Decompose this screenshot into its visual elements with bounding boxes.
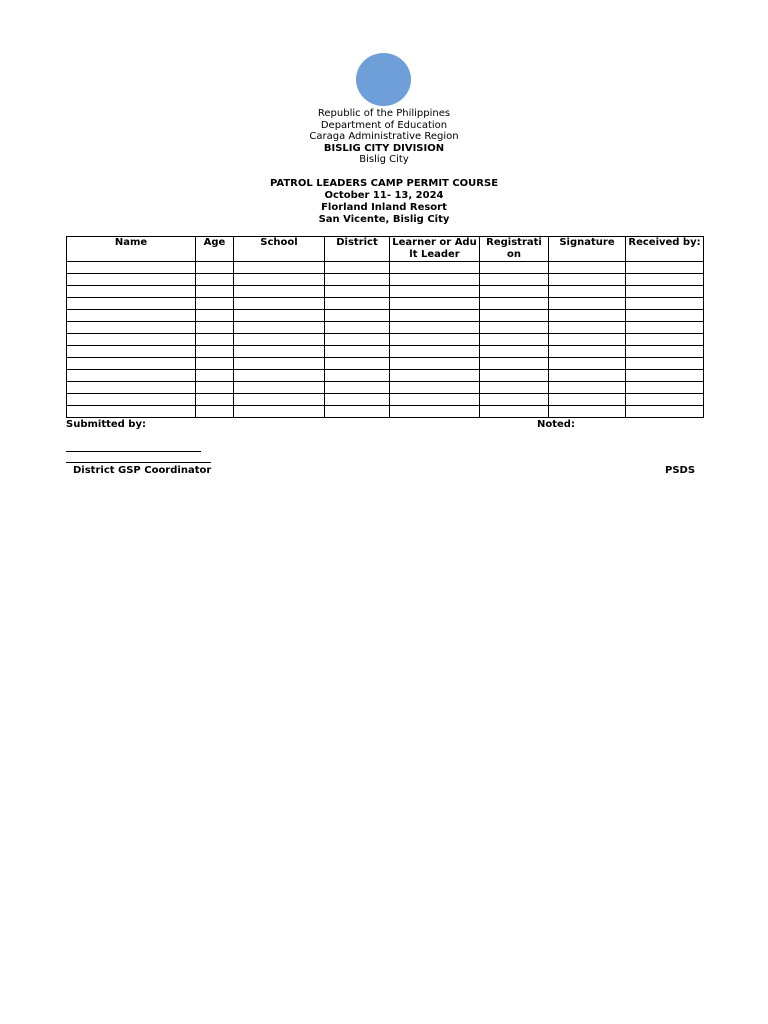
table-cell[interactable] bbox=[549, 322, 626, 334]
column-header: Learner or Adult Leader bbox=[390, 237, 480, 262]
table-cell[interactable] bbox=[626, 346, 704, 358]
column-header: Signature bbox=[549, 237, 626, 262]
table-cell[interactable] bbox=[234, 274, 325, 286]
letterhead bbox=[0, 108, 768, 166]
column-header: District bbox=[325, 237, 390, 262]
table-cell[interactable] bbox=[196, 346, 234, 358]
table-cell[interactable] bbox=[234, 370, 325, 382]
table-cell[interactable] bbox=[626, 334, 704, 346]
table-cell[interactable] bbox=[480, 346, 549, 358]
table-cell[interactable] bbox=[480, 370, 549, 382]
table-row bbox=[67, 298, 704, 310]
table-cell[interactable] bbox=[325, 298, 390, 310]
signature-line bbox=[66, 462, 211, 463]
noted-label: Noted: bbox=[537, 419, 575, 430]
table-cell[interactable] bbox=[549, 274, 626, 286]
table-cell[interactable] bbox=[67, 274, 196, 286]
table-cell[interactable] bbox=[390, 322, 480, 334]
table-cell[interactable] bbox=[626, 322, 704, 334]
table-cell[interactable] bbox=[549, 370, 626, 382]
header-city: Bislig City bbox=[359, 154, 409, 165]
table-cell[interactable] bbox=[390, 346, 480, 358]
table-cell[interactable] bbox=[626, 394, 704, 406]
table-cell[interactable] bbox=[480, 286, 549, 298]
table-cell[interactable] bbox=[549, 286, 626, 298]
table-cell[interactable] bbox=[390, 334, 480, 346]
table-cell[interactable] bbox=[234, 358, 325, 370]
table-header-row bbox=[67, 237, 704, 262]
column-header: Age bbox=[196, 237, 234, 262]
table-cell[interactable] bbox=[549, 358, 626, 370]
table-row bbox=[67, 382, 704, 394]
table-cell[interactable] bbox=[234, 298, 325, 310]
psds-label: PSDS bbox=[665, 465, 696, 476]
table-cell[interactable] bbox=[390, 406, 480, 418]
table-row bbox=[67, 274, 704, 286]
table-cell[interactable] bbox=[480, 310, 549, 322]
table-cell[interactable] bbox=[67, 322, 196, 334]
table-cell[interactable] bbox=[480, 298, 549, 310]
table-cell[interactable] bbox=[626, 406, 704, 418]
table-cell[interactable] bbox=[67, 298, 196, 310]
table-cell[interactable] bbox=[480, 394, 549, 406]
table-cell[interactable] bbox=[480, 334, 549, 346]
table-cell[interactable] bbox=[549, 262, 626, 274]
table-cell[interactable] bbox=[390, 262, 480, 274]
table-row bbox=[67, 310, 704, 322]
table-cell[interactable] bbox=[67, 370, 196, 382]
table-cell[interactable] bbox=[325, 394, 390, 406]
table-cell[interactable] bbox=[626, 370, 704, 382]
table-cell[interactable] bbox=[325, 382, 390, 394]
column-header: School bbox=[234, 237, 325, 262]
table-cell[interactable] bbox=[196, 394, 234, 406]
table-row bbox=[67, 358, 704, 370]
table-cell[interactable] bbox=[67, 394, 196, 406]
table-cell[interactable] bbox=[234, 334, 325, 346]
table-cell[interactable] bbox=[626, 382, 704, 394]
table-cell[interactable] bbox=[390, 310, 480, 322]
table-cell[interactable] bbox=[626, 262, 704, 274]
table-cell[interactable] bbox=[626, 286, 704, 298]
table-cell[interactable] bbox=[549, 334, 626, 346]
table-cell[interactable] bbox=[480, 274, 549, 286]
column-header: Received by: bbox=[626, 237, 704, 262]
table-row bbox=[67, 334, 704, 346]
table-cell[interactable] bbox=[196, 370, 234, 382]
table-cell[interactable] bbox=[325, 358, 390, 370]
table-cell[interactable] bbox=[325, 370, 390, 382]
table-row bbox=[67, 346, 704, 358]
table-cell[interactable] bbox=[549, 310, 626, 322]
table-row bbox=[67, 262, 704, 274]
table-cell[interactable] bbox=[234, 262, 325, 274]
table-cell[interactable] bbox=[325, 334, 390, 346]
coordinator-label: District GSP Coordinator bbox=[73, 465, 212, 476]
table-cell[interactable] bbox=[196, 322, 234, 334]
table-body bbox=[67, 262, 704, 418]
seal-logo-icon bbox=[356, 53, 411, 106]
column-header: Registrati on bbox=[480, 237, 549, 262]
table-cell[interactable] bbox=[67, 346, 196, 358]
table-cell[interactable] bbox=[390, 274, 480, 286]
table-cell[interactable] bbox=[234, 382, 325, 394]
table-cell[interactable] bbox=[67, 358, 196, 370]
header-division: BISLIG CITY DIVISION bbox=[323, 142, 445, 154]
table-cell[interactable] bbox=[196, 262, 234, 274]
table-cell[interactable] bbox=[325, 406, 390, 418]
table-row bbox=[67, 322, 704, 334]
table-cell[interactable] bbox=[390, 286, 480, 298]
table-cell[interactable] bbox=[234, 310, 325, 322]
table-cell[interactable] bbox=[390, 394, 480, 406]
table-cell[interactable] bbox=[196, 310, 234, 322]
table-cell[interactable] bbox=[234, 346, 325, 358]
event-location: San Vicente, Bislig City bbox=[318, 214, 450, 225]
table-cell[interactable] bbox=[549, 298, 626, 310]
table-cell[interactable] bbox=[480, 322, 549, 334]
table-cell[interactable] bbox=[196, 334, 234, 346]
table-cell[interactable] bbox=[626, 310, 704, 322]
table-cell[interactable] bbox=[196, 406, 234, 418]
table-cell[interactable] bbox=[390, 382, 480, 394]
table-row bbox=[67, 394, 704, 406]
table-cell[interactable] bbox=[67, 382, 196, 394]
table-cell[interactable] bbox=[480, 358, 549, 370]
table-cell[interactable] bbox=[234, 394, 325, 406]
table-cell[interactable] bbox=[325, 286, 390, 298]
table-cell[interactable] bbox=[234, 322, 325, 334]
table-cell[interactable] bbox=[196, 382, 234, 394]
table-cell[interactable] bbox=[480, 262, 549, 274]
table-cell[interactable] bbox=[196, 274, 234, 286]
column-header: Name bbox=[67, 237, 196, 262]
participants-table bbox=[66, 236, 704, 418]
table-cell[interactable] bbox=[67, 406, 196, 418]
table-cell[interactable] bbox=[196, 298, 234, 310]
table-cell[interactable] bbox=[67, 310, 196, 322]
table-cell[interactable] bbox=[390, 370, 480, 382]
table-cell[interactable] bbox=[626, 274, 704, 286]
table-cell[interactable] bbox=[480, 382, 549, 394]
table-cell[interactable] bbox=[325, 274, 390, 286]
event-title: PATROL LEADERS CAMP PERMIT COURSE bbox=[269, 178, 499, 189]
table-row bbox=[67, 406, 704, 418]
event-dates: October 11- 13, 2024 bbox=[324, 190, 444, 201]
table-cell[interactable] bbox=[234, 406, 325, 418]
table-cell[interactable] bbox=[67, 334, 196, 346]
event-info bbox=[0, 178, 768, 226]
submitted-by-label: Submitted by: bbox=[66, 419, 146, 430]
table-cell[interactable] bbox=[549, 382, 626, 394]
header-department: Department of Education bbox=[320, 119, 448, 131]
signature-line bbox=[66, 451, 201, 452]
table-cell[interactable] bbox=[549, 394, 626, 406]
table-cell[interactable] bbox=[549, 406, 626, 418]
header-region: Caraga Administrative Region bbox=[309, 131, 459, 142]
table-cell[interactable] bbox=[549, 346, 626, 358]
table-cell[interactable] bbox=[325, 322, 390, 334]
table-cell[interactable] bbox=[196, 286, 234, 298]
table-cell[interactable] bbox=[325, 262, 390, 274]
header-republic: Republic of the Philippines bbox=[317, 108, 451, 119]
table-cell[interactable] bbox=[390, 358, 480, 370]
table-row bbox=[67, 370, 704, 382]
event-venue: Florland Inland Resort bbox=[321, 202, 447, 213]
table-row bbox=[67, 286, 704, 298]
table-cell[interactable] bbox=[626, 298, 704, 310]
table-cell[interactable] bbox=[390, 298, 480, 310]
table-cell[interactable] bbox=[67, 262, 196, 274]
table-cell[interactable] bbox=[196, 358, 234, 370]
table-cell[interactable] bbox=[480, 406, 549, 418]
table-cell[interactable] bbox=[325, 310, 390, 322]
table-cell[interactable] bbox=[325, 346, 390, 358]
table-cell[interactable] bbox=[67, 286, 196, 298]
table-cell[interactable] bbox=[626, 358, 704, 370]
table-cell[interactable] bbox=[234, 286, 325, 298]
